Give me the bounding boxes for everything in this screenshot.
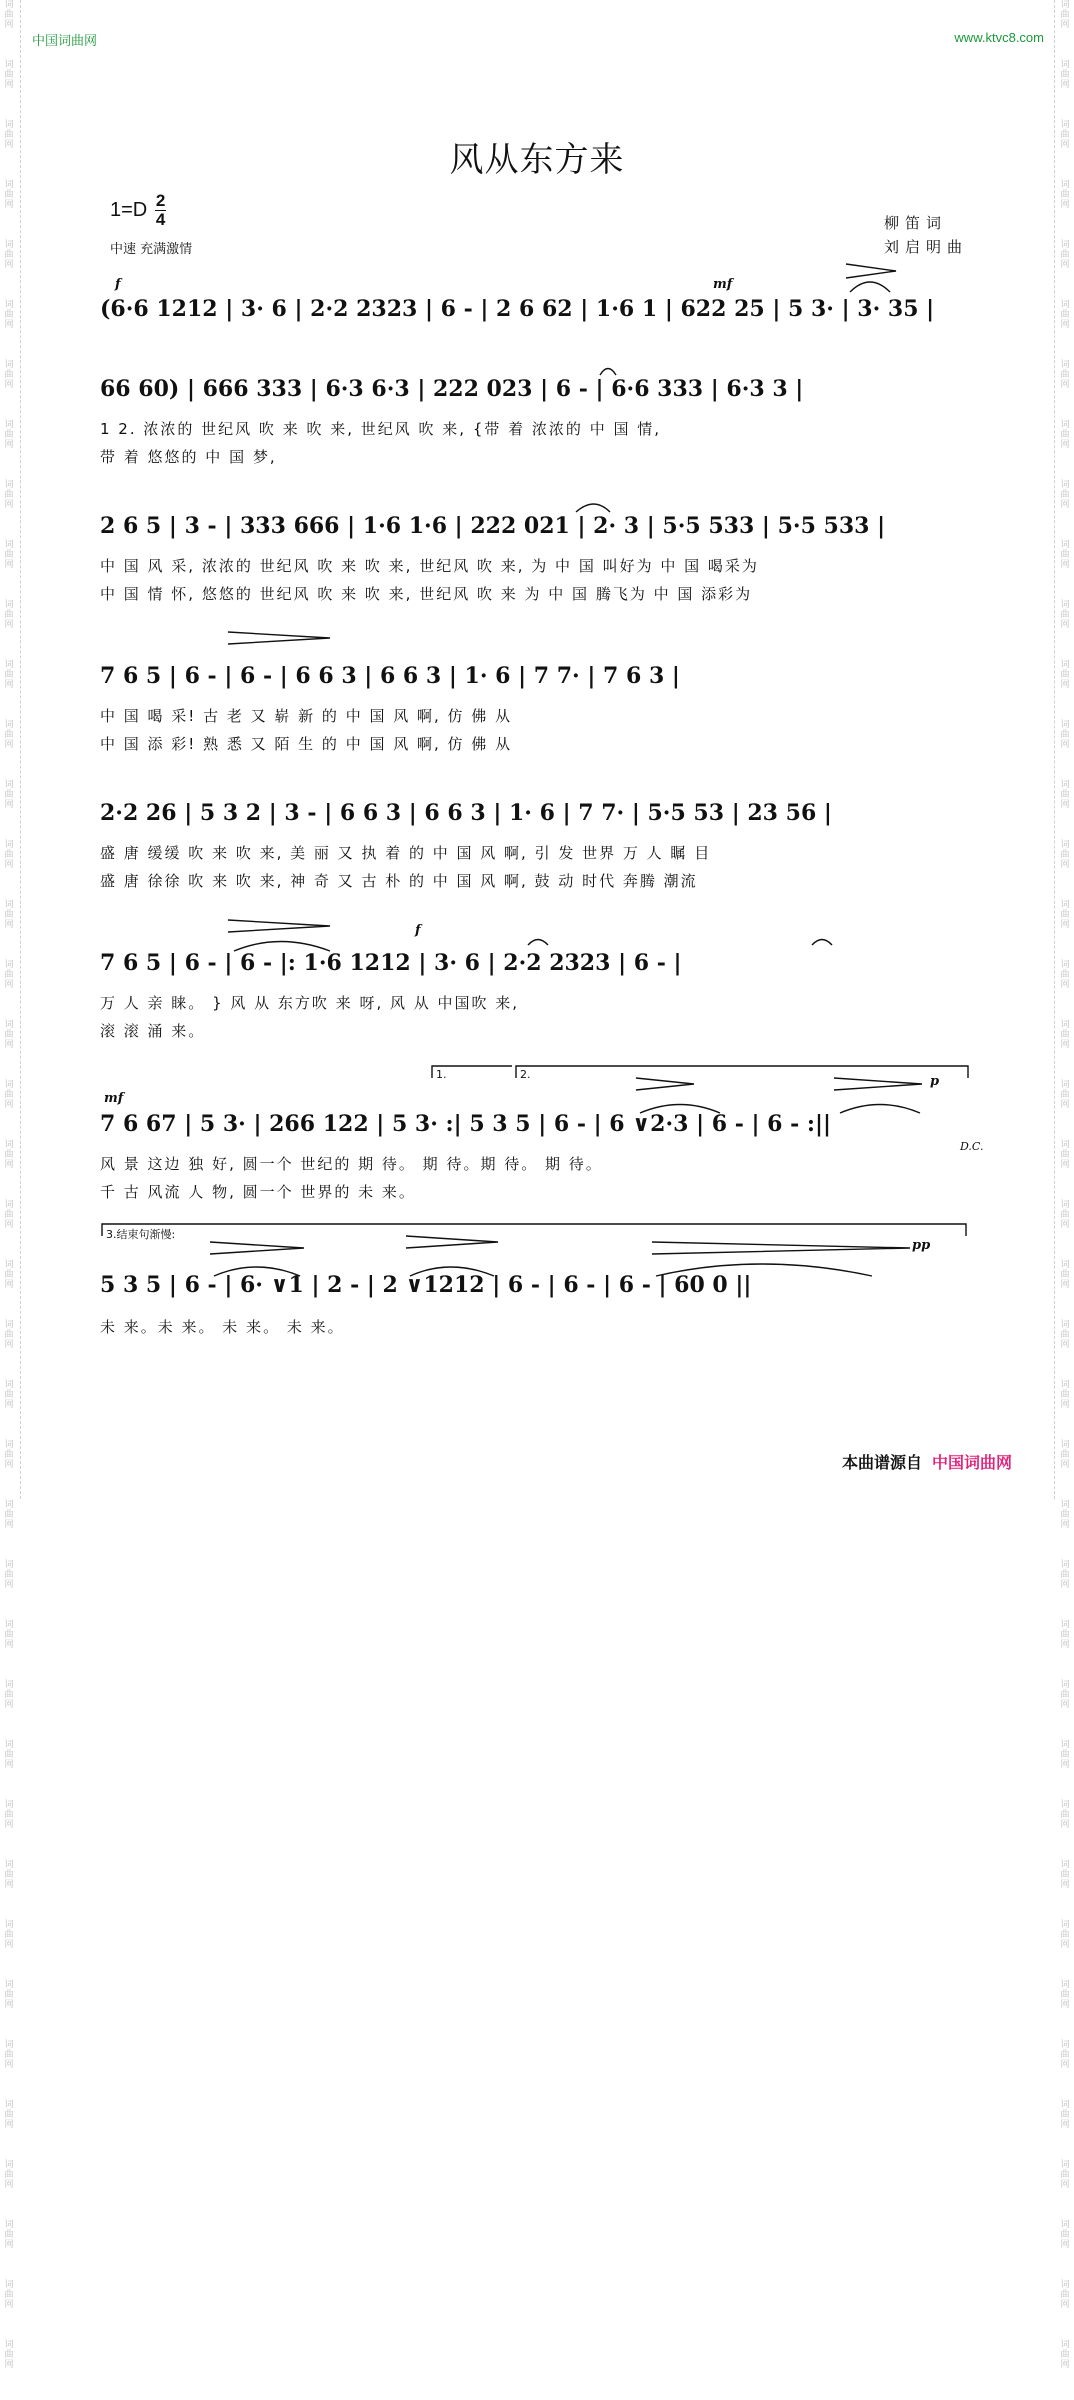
lyric-line-8a: 未 来。未 来。 未 来。 未 来。 [100, 1318, 345, 1336]
side-watermark-left: 词 曲 网 词 曲 网 词 曲 网 词 曲 网 词 曲 网 词 曲 网 词 曲 网 词 曲 网 词 曲 网 词 曲 网 词 曲 网 词 曲 网 词 曲 网 词 曲 网 词 曲 网 词 曲 网 词 曲 网 词 曲 网 词 曲 网 词 曲 网 词 曲 网 词 曲 网 词 曲 网 词 曲 网 词 曲 网 词 曲 网 词 曲 网 词 曲 网 词 曲 网 词 曲 网 词 曲 网 词 曲 网 词 曲 网 词 曲 网 词 曲 网 词 曲 网 词 曲 网 词 曲 网 词 曲 网 词 曲 网 [4, 0, 14, 2370]
dynamic-mezzo-forte-2: mf [104, 1091, 124, 1106]
dynamic-piano: p [930, 1074, 940, 1089]
lyric-line-7a: 风 景 这边 独 好, 圆一个 世纪的 期 待。 期 待。期 待。 期 待。 [100, 1155, 603, 1173]
decrescendo-hairpin-4 [636, 1078, 694, 1090]
da-capo-marking: D.C. [960, 1140, 984, 1153]
notation-line-6: 7 6 5 | 6 - | 6 - |: 1·6 1212 | 3· 6 | 2·2 2323 | 6 - | [100, 950, 682, 976]
source-site-link[interactable]: 中国词曲网 [932, 1453, 1013, 1472]
volta-label-2: 2. [520, 1068, 531, 1081]
time-denominator: 4 [155, 210, 166, 229]
lyric-line-7b: 千 古 风流 人 物, 圆一个 世界的 未 来。 [100, 1183, 416, 1201]
site-url-right[interactable]: www.ktvc8.com [954, 30, 1044, 45]
lyric-line-4a: 中 国 喝 采! 古 老 又 崭 新 的 中 国 风 啊, 仿 佛 从 [100, 707, 513, 725]
lyric-line-6a: 万 人 亲 睐。 } 风 从 东方吹 来 呀, 风 从 中国吹 来, [100, 994, 520, 1012]
lyric-line-5a: 盛 唐 缓缓 吹 来 吹 来, 美 丽 又 执 着 的 中 国 风 啊, 引 发 世界 万 人 瞩 目 [100, 844, 712, 862]
time-numerator: 2 [155, 191, 166, 210]
decrescendo-hairpin-3 [228, 920, 330, 932]
lyricist-credit: 柳笛词 [884, 214, 948, 232]
decrescendo-hairpin-5 [834, 1078, 922, 1090]
volta-bracket-2 [516, 1066, 968, 1078]
decrescendo-hairpin-8 [652, 1242, 910, 1254]
notation-line-8: 5 3 5 | 6 - | 6· ∨1 | 2 - | 2 ∨1212 | 6 - | 6 - | 6 - | 60 0 || [100, 1272, 752, 1298]
notation-line-4: 7 6 5 | 6 - | 6 - | 6 6 3 | 6 6 3 | 1· 6 | 7 7· | 7 6 3 | [100, 663, 680, 689]
key-label: 1=D [110, 198, 148, 221]
notation-line-7: 7 6 67 | 5 3· | 266 122 | 5 3· :| 5 3 5 | 6 - | 6 ∨2·3 | 6 - | 6 - :|| [100, 1111, 832, 1137]
lyric-line-3a: 中 国 风 采, 浓浓的 世纪风 吹 来 吹 来, 世纪风 吹 来, 为 中 国 叫好为 中 国 喝采为 [100, 557, 759, 575]
dynamic-forte-2: f [415, 923, 421, 938]
volta-label-3: 3.结束句渐慢: [106, 1228, 176, 1241]
decrescendo-hairpin-2 [228, 632, 330, 644]
volta-label-1: 1. [436, 1068, 447, 1081]
site-name-left[interactable]: 中国词曲网 [32, 34, 98, 49]
dynamic-mezzo-forte: mf [713, 277, 733, 292]
lyric-line-2a: 1 2. 浓浓的 世纪风 吹 来 吹 来, 世纪风 吹 来, {带 着 浓浓的 中 国 情, [100, 420, 661, 438]
fermata-arc [600, 369, 616, 376]
notation-line-3: 2 6 5 | 3 - | 333 666 | 1·6 1·6 | 222 021 | 2· 3 | 5·5 533 | 5·5 533 | [100, 513, 886, 539]
slur-icon [850, 282, 890, 292]
dynamic-forte: f [115, 277, 121, 292]
side-watermark-right: 词 曲 网 词 曲 网 词 曲 网 词 曲 网 词 曲 网 词 曲 网 词 曲 网 词 曲 网 词 曲 网 词 曲 网 词 曲 网 词 曲 网 词 曲 网 词 曲 网 词 曲 网 词 曲 网 词 曲 网 词 曲 网 词 曲 网 词 曲 网 词 曲 网 词 曲 网 词 曲 网 词 曲 网 词 曲 网 词 曲 网 词 曲 网 词 曲 网 词 曲 网 词 曲 网 词 曲 网 词 曲 网 词 曲 网 词 曲 网 词 曲 网 词 曲 网 词 曲 网 词 曲 网 词 曲 网 词 曲 网 [1060, 0, 1070, 2370]
lyric-line-2b: 带 着 悠悠的 中 国 梦, [100, 448, 277, 466]
volta-bracket-3 [102, 1224, 966, 1236]
lyric-line-4b: 中 国 添 彩! 熟 悉 又 陌 生 的 中 国 风 啊, 仿 佛 从 [100, 735, 513, 753]
decrescendo-hairpin-6 [210, 1242, 304, 1254]
song-title: 风从东方来 [449, 140, 625, 180]
notation-line-1: (6·6 1212 | 3· 6 | 2·2 2323 | 6 - | 2 6 62 | 1·6 1 | 622 25 | 5 3· | 3· 35 | [100, 296, 935, 322]
slur-icon-2 [576, 504, 610, 512]
decrescendo-hairpin-7 [406, 1236, 498, 1248]
lyric-line-5b: 盛 唐 徐徐 吹 来 吹 来, 神 奇 又 古 朴 的 中 国 风 啊, 鼓 动 时代 奔腾 潮流 [100, 872, 698, 890]
source-footer: 本曲谱源自 中国词曲网 [842, 1453, 1013, 1472]
decrescendo-hairpin [846, 264, 896, 278]
slur-icon-4 [528, 940, 548, 946]
lyric-line-6b: 滚 滚 涌 来。 [100, 1022, 206, 1040]
composer-credit: 刘启明曲 [884, 238, 969, 256]
tempo-marking: 中速 充满激情 [110, 242, 193, 257]
notation-line-2: 66 60) | 666 333 | 6·3 6·3 | 222 023 | 6 - | 6·6 333 | 6·3 3 | [100, 376, 804, 402]
slur-icon-5 [812, 940, 832, 946]
dynamic-pianissimo: pp [912, 1238, 931, 1253]
lyric-line-3b: 中 国 情 怀, 悠悠的 世纪风 吹 来 吹 来, 世纪风 吹 来 为 中 国 腾飞为 中 国 添彩为 [100, 585, 753, 603]
notation-line-5: 2·2 26 | 5 3 2 | 3 - | 6 6 3 | 6 6 3 | 1· 6 | 7 7· | 5·5 53 | 23 56 | [100, 800, 832, 826]
